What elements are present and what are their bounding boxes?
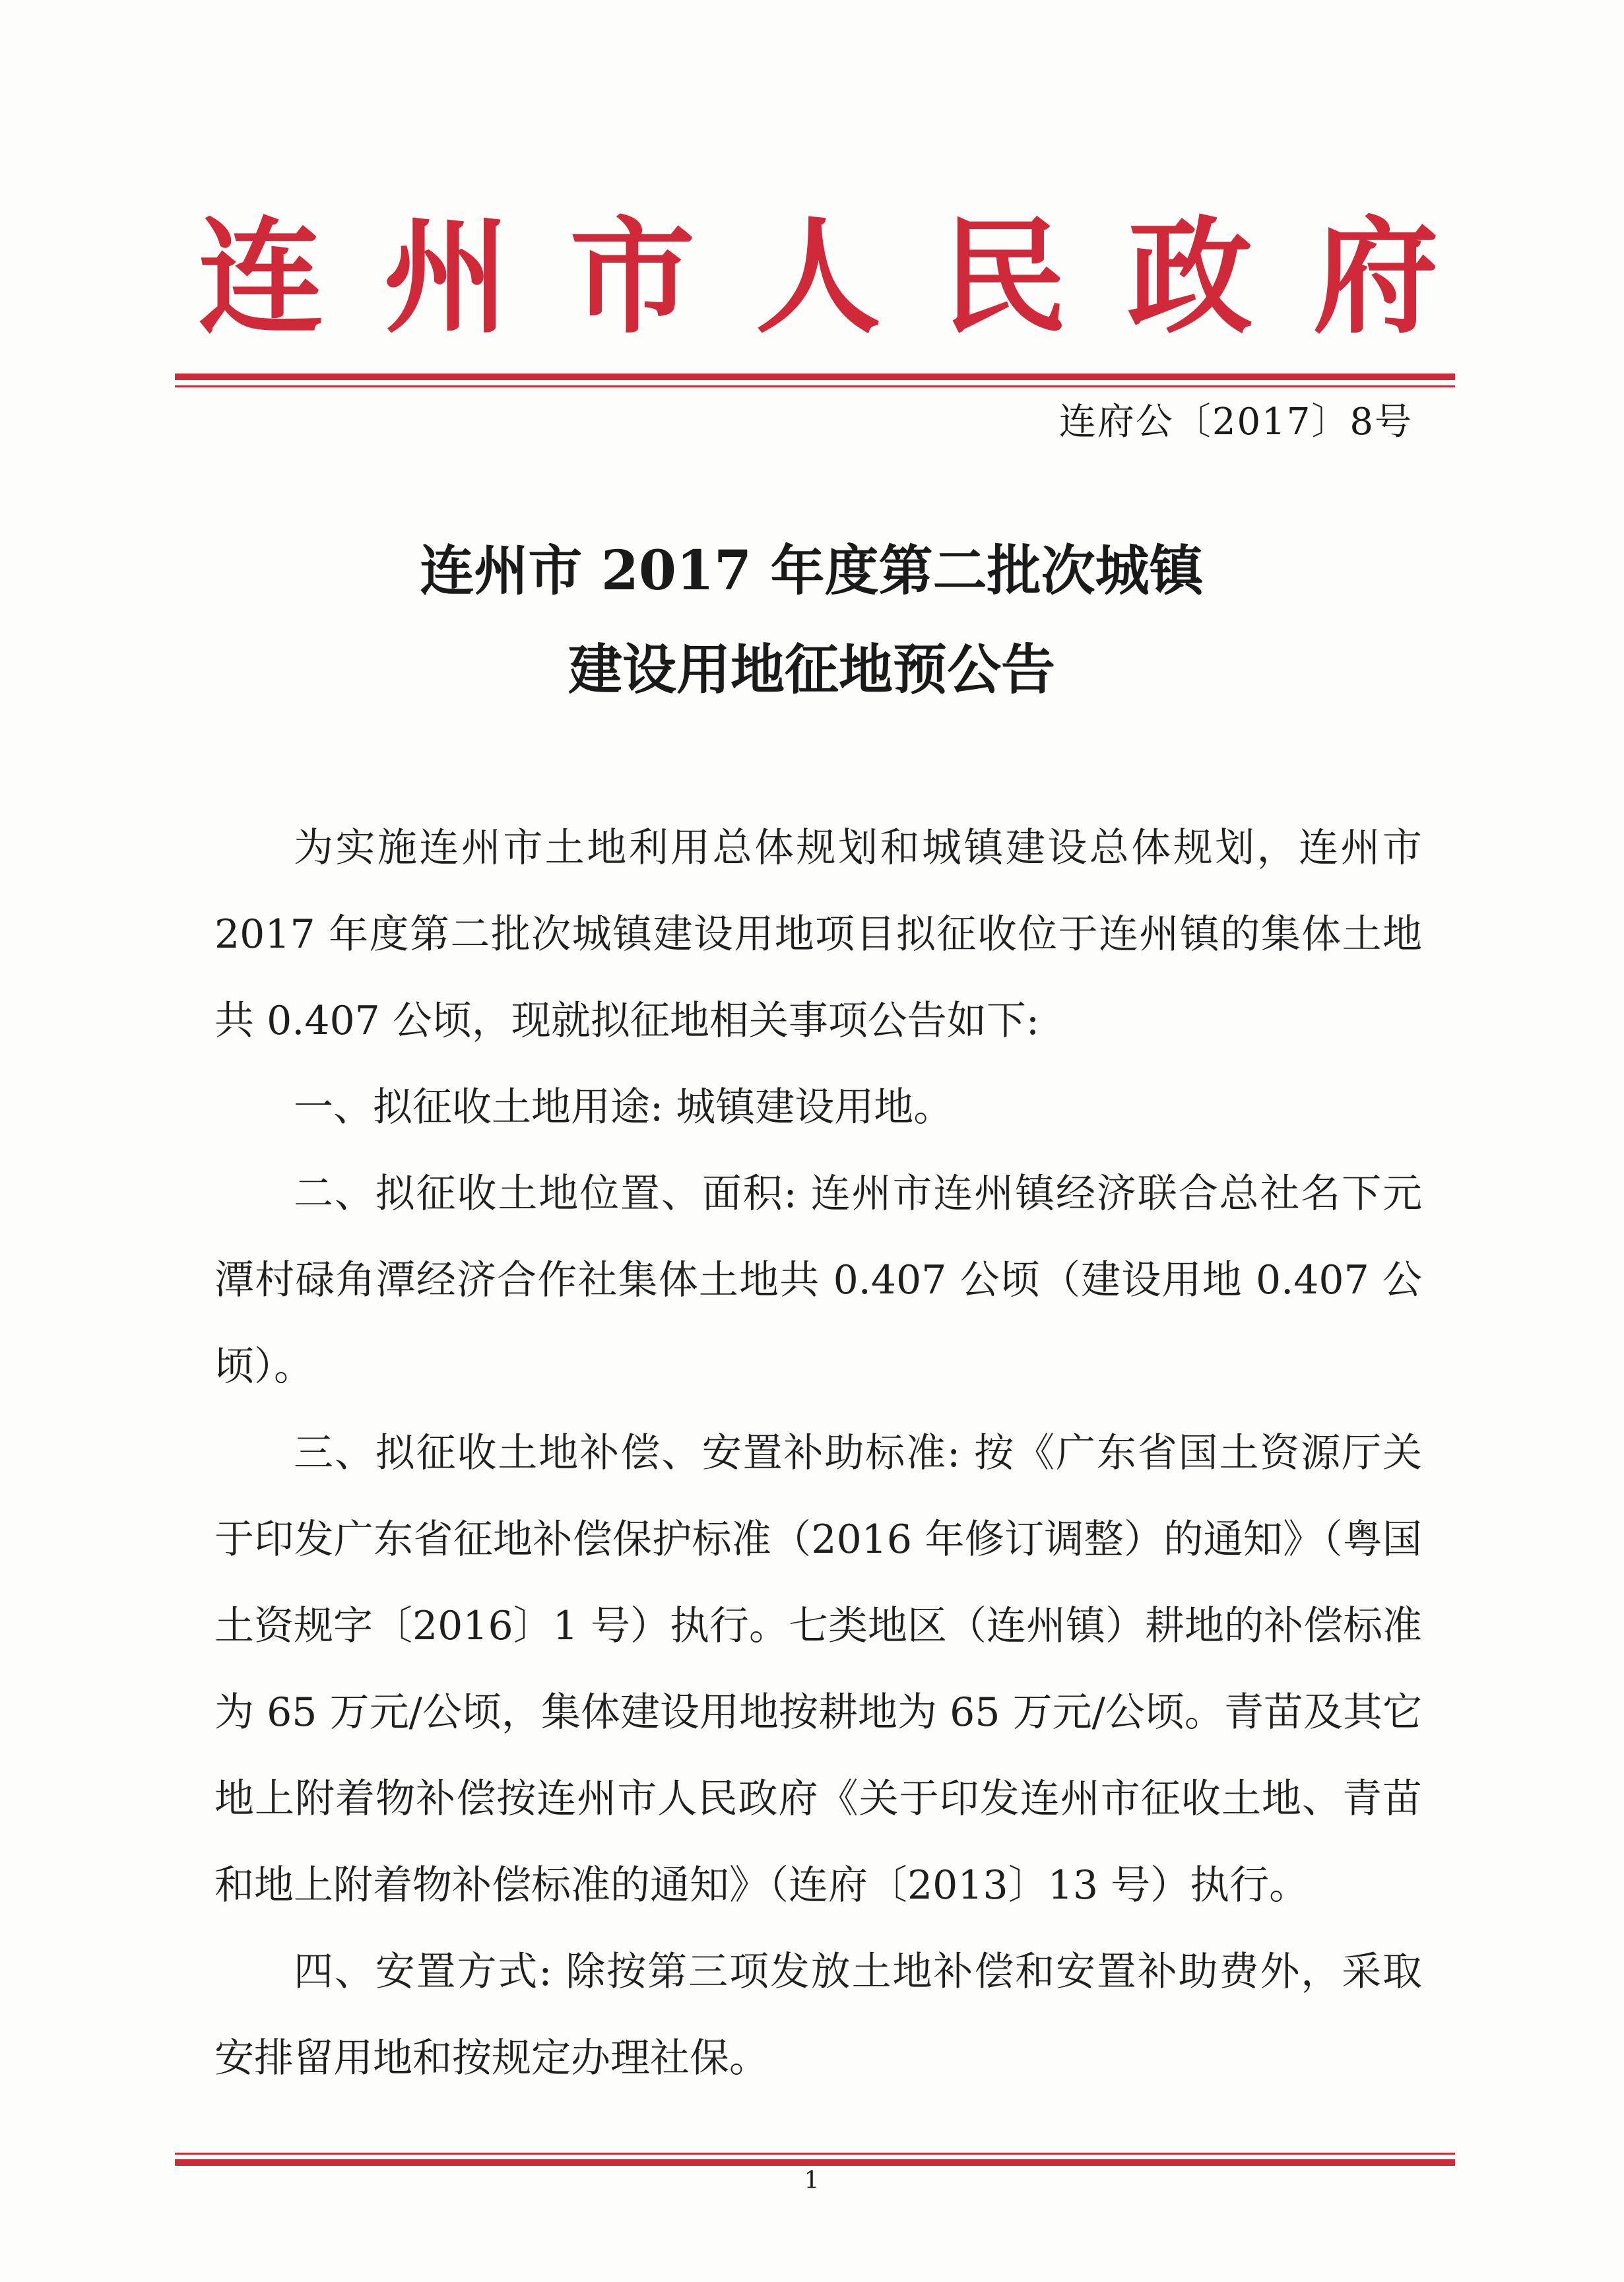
document-body bbox=[214, 805, 1422, 2102]
masthead-char: 市 bbox=[569, 203, 696, 350]
paragraph-item-4: 四、安置方式: 除按第三项发放土地补偿和安置补助费外，采取安排留用地和按规定办理社保。 bbox=[214, 1949, 1422, 2081]
paragraph-item-1: 一、拟征收土地用途: 城镇建设用地。 bbox=[294, 1084, 954, 1130]
document-number: 连府公〔2017〕8号 bbox=[1058, 401, 1413, 443]
page-number: 1 bbox=[804, 2167, 820, 2194]
red-rule-top-thick bbox=[175, 374, 1455, 380]
masthead-char: 连 bbox=[198, 203, 324, 350]
title-line-1: 连州市 2017 年度第二批次城镇 bbox=[420, 539, 1204, 603]
masthead-char: 州 bbox=[383, 203, 509, 350]
paragraph-intro: 为实施连州市土地利用总体规划和城镇建设总体规划，连州市 2017 年度第二批次城镇建设用地项目拟征收位于连州镇的集体土地共 0.407 公顷，现就拟征地相关事项公告如下: bbox=[214, 825, 1422, 1044]
masthead-red-header bbox=[198, 198, 1439, 356]
paragraph-item-3: 三、拟征收土地补偿、安置补助标准: 按《广东省国土资源厅关于印发广东省征地补偿保护标准（2016 年修订调整）的通知》（粤国土资规字〔2016〕1 号）执行。七类地区（连州镇）耕地的补偿标准为 65 万元/公顷，集体建设用地按耕地为 65 万元/公顷。青苗及其它地上附着物补偿按连州市人民政府《关于印发连州市征收土地、青苗和地上附着物补偿标准的通知》（连府〔2013〕13 号）执行。 bbox=[214, 1430, 1422, 1908]
paragraph-item-2: 二、拟征收土地位置、面积: 连州市连州镇经济联合总社名下元潭村碌角潭经济合作社集体土地共 0.407 公顷（建设用地 0.407 公顷）。 bbox=[214, 1171, 1422, 1390]
document-title bbox=[198, 521, 1425, 719]
masthead-char: 府 bbox=[1313, 203, 1439, 350]
red-rule-top-thin bbox=[175, 385, 1455, 387]
title-line-2: 建设用地征地预公告 bbox=[568, 638, 1055, 701]
masthead-char: 政 bbox=[1127, 203, 1253, 350]
red-rule-bottom-thin bbox=[175, 2153, 1455, 2155]
masthead-char: 人 bbox=[755, 203, 881, 350]
masthead-char: 民 bbox=[941, 203, 1067, 350]
